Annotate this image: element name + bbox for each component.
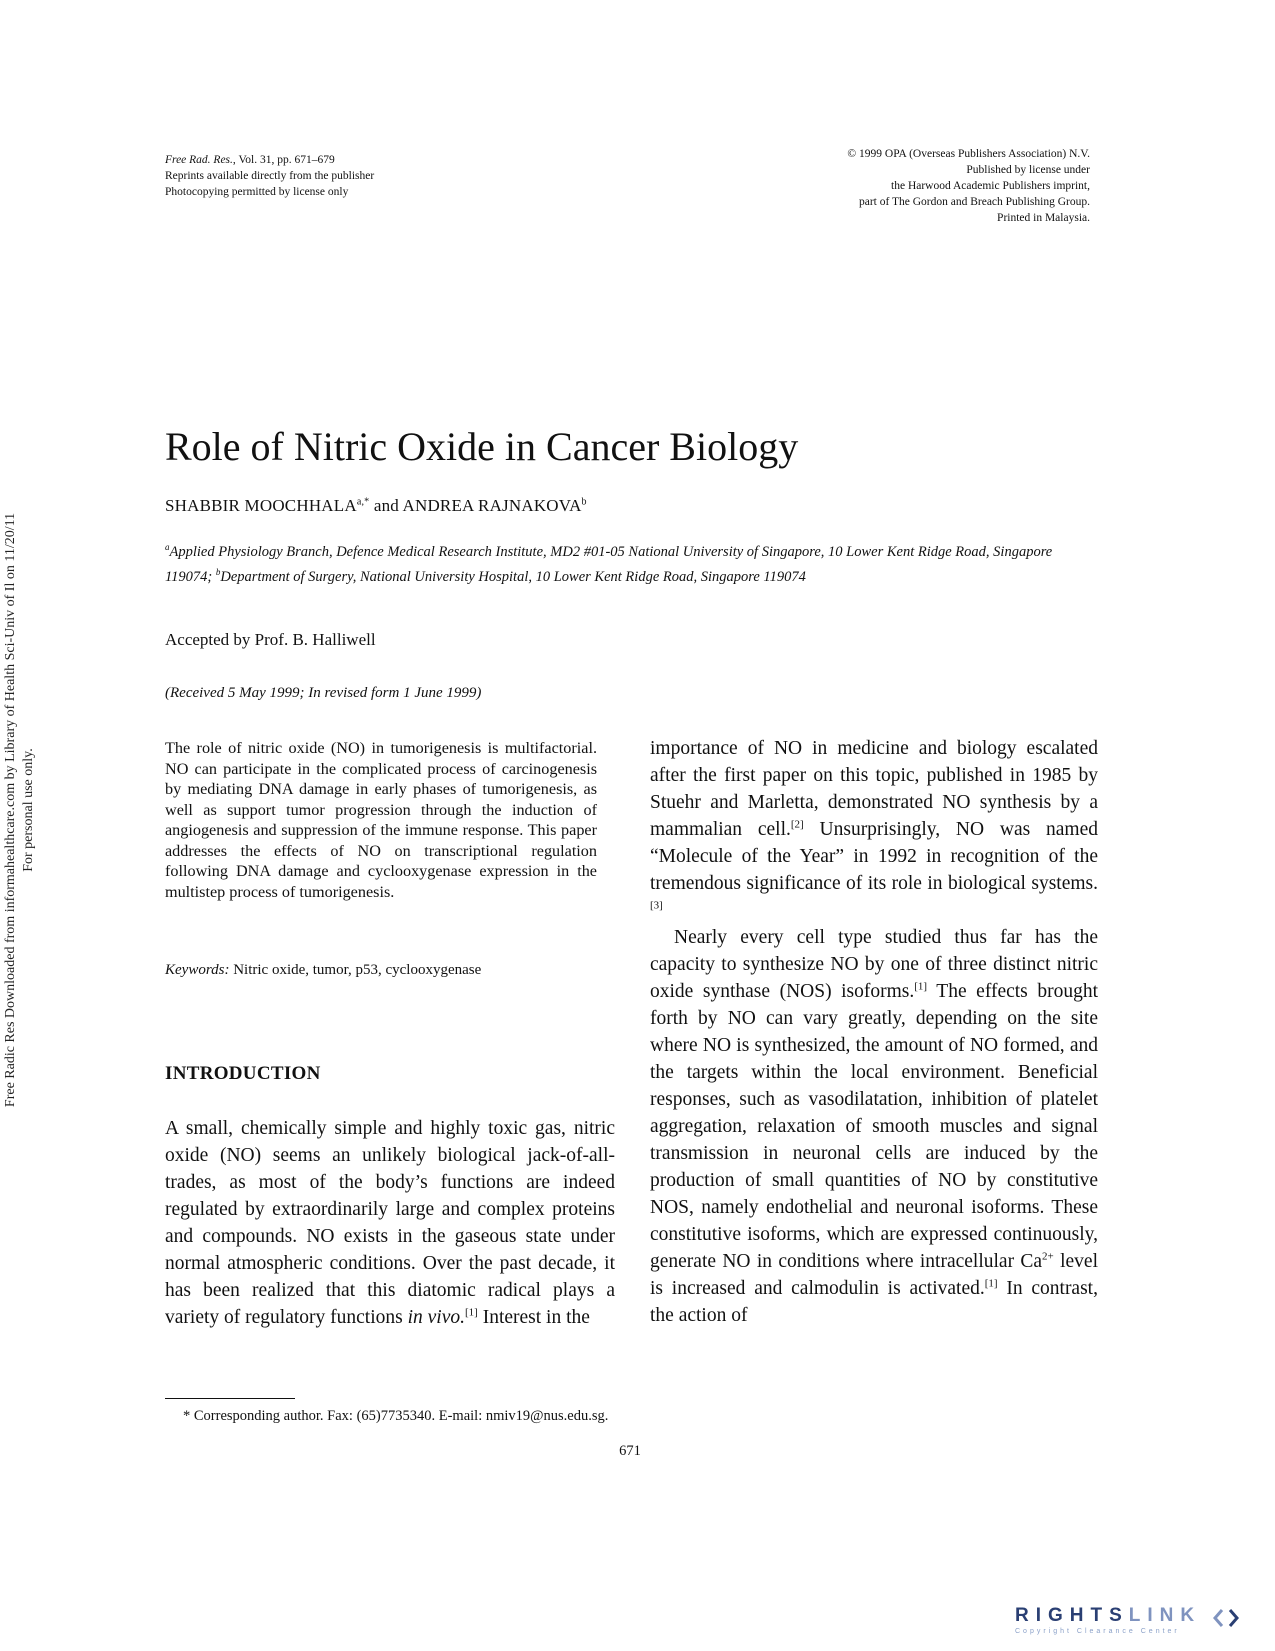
p1-text-1: importance of NO in medicine and biology escalated after the first paper on this topic, published in 1985 by Stuehr and Marletta, demonstrated NO synthesis by a mammalian cell.: [650, 738, 1098, 840]
copyright-line-4: part of The Gordon and Breach Publishing Group.: [858, 196, 1090, 208]
accepted-by: Accepted by Prof. B. Halliwell: [165, 630, 376, 649]
p2-text-3: level is increased and calmodulin is activated.: [650, 1251, 1098, 1299]
keywords-label: Keywords:: [165, 962, 230, 978]
copyright-line-5: Printed in Malaysia.: [997, 212, 1090, 224]
copyright-block: [700, 146, 1090, 226]
affiliation-mark-b: b: [215, 566, 221, 577]
reprints-note: Reprints available directly from the publisher: [165, 170, 375, 182]
author-1-affiliation-mark: a,*: [356, 496, 370, 508]
footnote-rule: [165, 1398, 295, 1399]
rightslink-logo[interactable]: [1015, 1605, 1245, 1639]
abstract: The role of nitric oxide (NO) in tumorigenesis is multifactorial. NO can participate in the complicated process of carcinogenesis by mediating DNA damage in early phases of tumorigenesis, as well as support tumor progression through the induction of angiogenesis and suppression of the immune response. This paper addresses the effects of NO on transcriptional regulation following DNA damage and cyclooxygenase expression in the multistep process of tumorigenesis.: [165, 739, 597, 901]
intro-italic: in vivo.: [407, 1307, 465, 1328]
p2-text-2: The effects brought forth by NO can vary greatly, depending on the site where NO is synthesized, the amount of NO formed, and the targets within the local environment. Beneficial responses, such as vasodilatation, inhibition of platelet aggregation, relaxation of smooth muscles and signal transmission in neuronal cells are induced by the production of small quantities of NO by constitutive NOS, namely endothelial and neuronal isoforms. These constitutive isoforms, which are expressed continuously, generate NO in conditions where intracellular Ca: [650, 981, 1098, 1272]
affiliations: [165, 537, 1065, 587]
photocopy-note: Photocopying permitted by license only: [165, 186, 349, 198]
page-number: 671: [619, 1443, 641, 1459]
copyright-line-3: the Harwood Academic Publishers imprint,: [891, 180, 1090, 192]
affiliation-a: Applied Physiology Branch, Defence Medical Research Institute, MD2 #01-05 National University of Singapore, 10 Lower Kent Ridge Road, Singapore 119074;: [165, 543, 1053, 585]
rightslink-dark: RIGHTS: [1015, 1605, 1129, 1626]
author-2: ANDREA RAJNAKOVA: [402, 496, 582, 515]
copyright-line-1: © 1999 OPA (Overseas Publishers Association) N.V.: [847, 148, 1090, 160]
citation-ref: [1]: [984, 1277, 998, 1290]
paragraph-1: [650, 735, 1098, 924]
journal-line: [165, 152, 585, 168]
volume-pages: , Vol. 31, pp. 671–679: [232, 154, 335, 166]
journal-abbrev: Free Rad. Res.: [165, 154, 233, 166]
download-watermark-line-2: For personal use only.: [21, 748, 36, 872]
download-watermark-line-1: Free Radic Res Downloaded from informahealthcare.com by Library of Health Sci-Univ of Il on 11/20/11: [3, 512, 18, 1108]
intro-text-2: Interest in the: [477, 1307, 590, 1328]
author-1: SHABBIR MOOCHHALA: [165, 496, 357, 515]
rightslink-subtitle: Copyright Clearance Center: [1015, 1628, 1180, 1635]
body-column-left: [165, 1115, 615, 1331]
affiliation-mark-a: a: [165, 542, 170, 552]
author-list: [165, 496, 587, 516]
calcium-charge: 2+: [1042, 1250, 1054, 1263]
citation-ref: [1]: [914, 980, 928, 993]
affiliation-b: Department of Surgery, National University Hospital, 10 Lower Kent Ridge Road, Singapore 119074: [220, 568, 806, 585]
rightslink-arrows-icon: [1210, 1607, 1242, 1629]
keywords-text: Nitric oxide, tumor, p53, cyclooxygenase: [229, 962, 482, 978]
author-2-affiliation-mark: b: [581, 496, 587, 508]
paper-title: Role of Nitric Oxide in Cancer Biology: [165, 424, 799, 469]
citation-ref: [1]: [465, 1306, 478, 1319]
intro-text-1: A small, chemically simple and highly toxic gas, nitric oxide (NO) seems an unlikely biological jack-of-all-trades, as most of the body’s functions are indeed regulated by extraordinarily large and complex proteins and compounds. NO exists in the gaseous state under normal atmospheric conditions. Over the past decade, it has been realized that this diatomic radical plays a variety of regulatory functions: [165, 1118, 615, 1328]
section-heading: INTRODUCTION: [165, 1063, 321, 1084]
citation-ref: [3]: [650, 899, 663, 912]
body-column-right: [650, 735, 1098, 1329]
p2-text-4: In contrast, the action of: [650, 1278, 1098, 1326]
keywords: [165, 962, 605, 979]
download-watermark: [2, 440, 38, 1180]
received-dates: (Received 5 May 1999; In revised form 1 June 1999): [165, 685, 482, 701]
copyright-line-2: Published by license under: [966, 164, 1090, 176]
rightslink-light: LINK: [1128, 1605, 1202, 1626]
citation-ref: [2]: [790, 818, 804, 831]
p1-text-2: Unsurprisingly, NO was named “Molecule of the Year” in 1992 in recognition of the tremendous significance of its role in biological systems.: [650, 819, 1099, 894]
author-conjunction: and: [369, 496, 403, 515]
corresponding-author-footnote: * Corresponding author. Fax: (65)7735340. E-mail: nmiv19@nus.edu.sg.: [183, 1408, 609, 1424]
p2-text-1: Nearly every cell type studied thus far has the capacity to synthesize NO by one of three distinct nitric oxide synthase (NOS) isoforms.: [650, 927, 1098, 1002]
paragraph-2: [650, 924, 1098, 1329]
journal-citation: [165, 152, 585, 200]
